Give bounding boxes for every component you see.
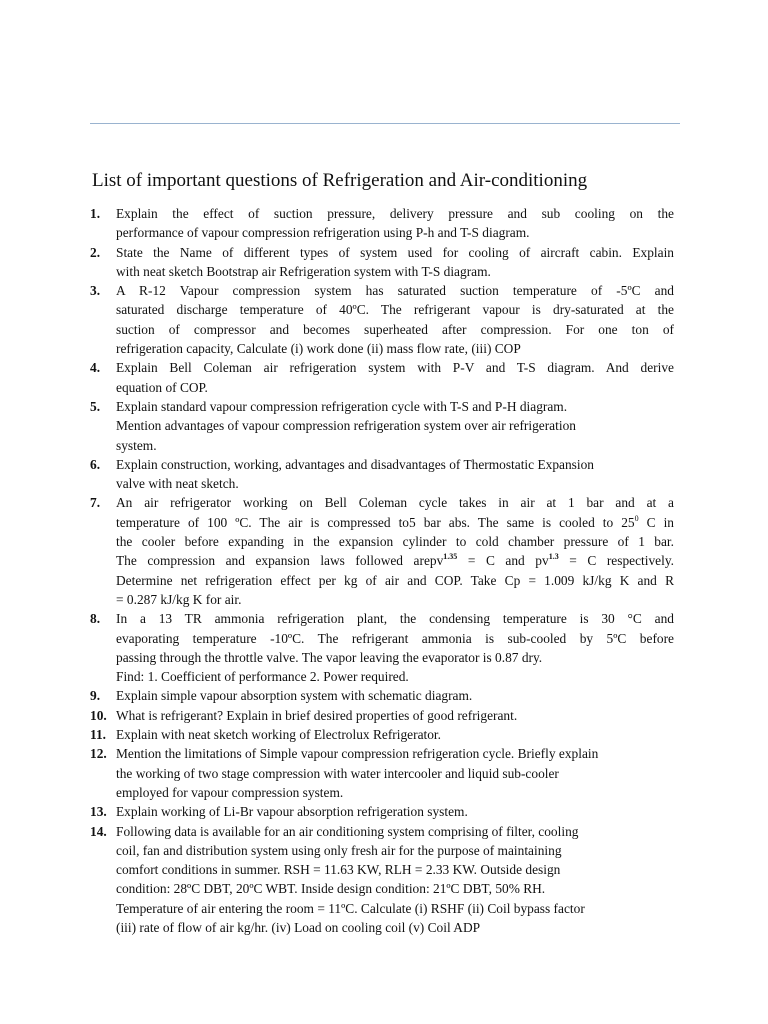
question-11 bbox=[90, 725, 674, 744]
question-text bbox=[116, 358, 674, 397]
question-text bbox=[116, 397, 674, 455]
question-line: system. bbox=[116, 437, 157, 453]
question-text bbox=[116, 609, 674, 686]
question-line: Mention the limitations of Simple vapour compression refrigeration cycle. Briefly explain bbox=[116, 746, 599, 762]
question-line: comfort conditions in summer. RSH = 11.63 KW, RLH = 2.33 KW. Outside design bbox=[116, 862, 561, 878]
question-line: employed for vapour compression system. bbox=[116, 784, 344, 800]
question-line-part: = C respectively. bbox=[558, 553, 674, 569]
header-divider bbox=[90, 123, 680, 124]
question-line: Following data is available for an air conditioning system comprising of filter, cooling bbox=[116, 823, 579, 839]
question-line: Determine net refrigeration effect per kg of air and COP. Take Cp = 1.009 kJ/kg K and R bbox=[116, 572, 674, 588]
question-number: 5. bbox=[90, 398, 101, 414]
question-text bbox=[116, 204, 674, 243]
question-7 bbox=[90, 493, 674, 609]
question-number: 13. bbox=[90, 804, 107, 820]
question-line: Explain the effect of suction pressure, delivery pressure and sub cooling on the bbox=[116, 206, 674, 221]
superscript-exponent: 1.3 bbox=[548, 552, 559, 562]
question-line: An air refrigerator working on Bell Coleman cycle takes in air at 1 bar and at a bbox=[116, 495, 674, 511]
question-line: the cooler before expanding in the expansion cylinder to cold chamber pressure of 1 bar. bbox=[116, 534, 674, 550]
question-line: Explain working of Li-Br vapour absorption refrigeration system. bbox=[116, 804, 468, 820]
question-line: State the Name of different types of system used for cooling of aircraft cabin. Explain bbox=[116, 244, 674, 260]
question-line: evaporating temperature -10ºC. The refrigerant ammonia is sub-cooled by 5ºC before bbox=[116, 630, 674, 646]
question-line: equation of COP. bbox=[116, 379, 208, 395]
question-line: (iii) rate of flow of air kg/hr. (iv) Load on cooling coil (v) Coil ADP bbox=[116, 919, 481, 935]
question-line-part: C in bbox=[638, 514, 675, 530]
question-2 bbox=[90, 243, 674, 282]
question-line: Mention advantages of vapour compression refrigeration system over air refrigeration bbox=[116, 418, 576, 434]
question-number: 6. bbox=[90, 456, 101, 472]
question-line bbox=[116, 513, 674, 532]
question-number: 3. bbox=[90, 283, 101, 299]
question-text bbox=[116, 744, 674, 802]
question-number: 9. bbox=[90, 688, 101, 704]
question-text bbox=[116, 243, 674, 282]
question-line: passing through the throttle valve. The vapor leaving the evaporator is 0.87 dry. bbox=[116, 649, 543, 665]
question-13 bbox=[90, 802, 674, 821]
question-10 bbox=[90, 706, 674, 725]
question-line: coil, fan and distribution system using only fresh air for the purpose of maintaining bbox=[116, 842, 562, 858]
question-line: = 0.287 kJ/kg K for air. bbox=[116, 591, 242, 607]
question-line: Explain with neat sketch working of Electrolux Refrigerator. bbox=[116, 727, 441, 743]
question-line: suction of compressor and becomes superheated after compression. For one ton of bbox=[116, 321, 674, 337]
question-3 bbox=[90, 281, 674, 358]
question-text bbox=[116, 725, 674, 744]
question-number: 4. bbox=[90, 360, 101, 376]
question-line: condition: 28ºC DBT, 20ºC WBT. Inside design condition: 21ºC DBT, 50% RH. bbox=[116, 881, 546, 897]
question-number: 8. bbox=[90, 611, 101, 627]
question-text bbox=[116, 706, 674, 725]
question-text bbox=[116, 822, 674, 938]
question-line: valve with neat sketch. bbox=[116, 476, 239, 492]
question-number: 10. bbox=[90, 707, 107, 723]
page-title: List of important questions of Refrigeration and Air-conditioning bbox=[92, 170, 588, 191]
question-line: Explain construction, working, advantages and disadvantages of Thermostatic Expansion bbox=[116, 456, 594, 472]
question-text bbox=[116, 281, 674, 358]
question-text bbox=[116, 493, 674, 609]
superscript-degree: 0 bbox=[634, 513, 639, 523]
question-line-part: = C and pv bbox=[457, 553, 549, 569]
question-6 bbox=[90, 455, 674, 494]
question-line bbox=[116, 551, 674, 570]
question-line: refrigeration capacity, Calculate (i) work done (ii) mass flow rate, (iii) COP bbox=[116, 341, 521, 357]
question-8 bbox=[90, 609, 674, 686]
question-line: saturated discharge temperature of 40ºC. The refrigerant vapour is dry-saturated at the bbox=[116, 302, 674, 318]
question-list bbox=[90, 204, 674, 937]
question-14 bbox=[90, 822, 674, 938]
superscript-exponent: 1.35 bbox=[443, 552, 458, 562]
question-12 bbox=[90, 744, 674, 802]
question-line: Temperature of air entering the room = 11ºC. Calculate (i) RSHF (ii) Coil bypass factor bbox=[116, 900, 585, 916]
question-line: Explain simple vapour absorption system with schematic diagram. bbox=[116, 688, 473, 704]
question-number: 1. bbox=[90, 206, 101, 221]
question-line: A R-12 Vapour compression system has saturated suction temperature of -5ºC and bbox=[116, 283, 674, 299]
question-text bbox=[116, 686, 674, 705]
question-line: In a 13 TR ammonia refrigeration plant, the condensing temperature is 30 °C and bbox=[116, 611, 674, 627]
question-9 bbox=[90, 686, 674, 705]
question-number: 11. bbox=[90, 727, 106, 743]
question-number: 14. bbox=[90, 823, 107, 839]
question-text bbox=[116, 455, 674, 494]
question-5 bbox=[90, 397, 674, 455]
question-text bbox=[116, 802, 674, 821]
question-line: Explain Bell Coleman air refrigeration system with P-V and T-S diagram. And derive bbox=[116, 360, 674, 376]
question-line: Explain standard vapour compression refrigeration cycle with T-S and P-H diagram. bbox=[116, 398, 568, 414]
question-line: Find: 1. Coefficient of performance 2. Power required. bbox=[116, 669, 409, 685]
question-line: What is refrigerant? Explain in brief desired properties of good refrigerant. bbox=[116, 707, 518, 723]
question-line: performance of vapour compression refrigeration using P-h and T-S diagram. bbox=[116, 225, 530, 241]
question-1 bbox=[90, 204, 674, 243]
question-number: 12. bbox=[90, 746, 107, 762]
question-line-part: The compression and expansion laws followed arepv bbox=[116, 553, 444, 569]
question-line: the working of two stage compression with water intercooler and liquid sub-cooler bbox=[116, 765, 559, 781]
question-line-part: temperature of 100 ºC. The air is compressed to5 bar abs. The same is cooled to 25 bbox=[116, 514, 635, 530]
question-number: 2. bbox=[90, 244, 101, 260]
question-number: 7. bbox=[90, 495, 101, 511]
question-4 bbox=[90, 358, 674, 397]
question-line: with neat sketch Bootstrap air Refrigeration system with T-S diagram. bbox=[116, 263, 491, 279]
